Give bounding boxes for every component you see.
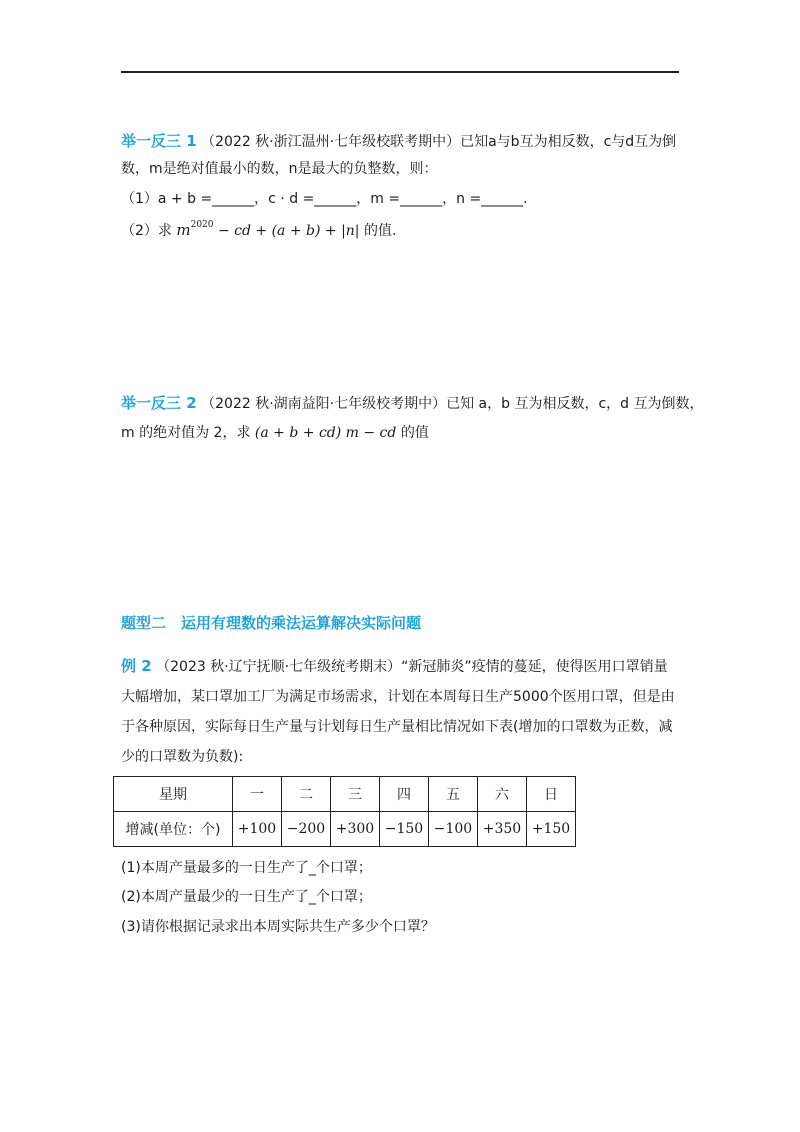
q2-expr-base: m bbox=[176, 221, 191, 239]
table-day: 四 bbox=[380, 777, 429, 812]
table-row bbox=[114, 812, 576, 847]
table-day: 一 bbox=[233, 777, 282, 812]
question-2: (2)本周产量最少的一日生产了_个口罩； bbox=[121, 889, 372, 905]
exercise-1-question-1: （1）a + b =______，c · d =______，m =______，n =______. bbox=[121, 191, 528, 207]
table-value: +150 bbox=[527, 812, 576, 847]
exercise-2-line-2 bbox=[121, 422, 429, 442]
example-2-line-3: 于各种原因，实际每日生产量与计划每日生产量相比情况如下表(增加的口罩数为正数，减 bbox=[121, 719, 673, 735]
example-2-label: 例 2 bbox=[121, 657, 152, 675]
exercise-1-intro: （2022 秋·浙江温州·七年级校联考期中）已知a与b互为相反数，c与d互为倒 bbox=[201, 134, 677, 150]
table-row-label: 增减(单位：个) bbox=[114, 812, 233, 847]
table-value: −150 bbox=[380, 812, 429, 847]
q2-suffix: 的值. bbox=[363, 223, 397, 239]
q2-expr-exponent: 2020 bbox=[190, 220, 214, 230]
table-day: 日 bbox=[527, 777, 576, 812]
example-2-line-2: 大幅增加，某口罩加工厂为满足市场需求，计划在本周每日生产5000个医用口罩，但是由 bbox=[121, 689, 675, 705]
table-day: 二 bbox=[282, 777, 331, 812]
header-rule bbox=[121, 71, 679, 73]
question-3: (3)请你根据记录求出本周实际共生产多少个口罩？ bbox=[121, 919, 435, 935]
question-1: (1)本周产量最多的一日生产了_个口罩； bbox=[121, 860, 372, 876]
table-value: +350 bbox=[478, 812, 527, 847]
table-value: −100 bbox=[429, 812, 478, 847]
exercise-1-question-2 bbox=[121, 220, 396, 240]
exercise-2-prefix: m 的绝对值为 2，求 bbox=[121, 425, 251, 441]
table-value: +300 bbox=[331, 812, 380, 847]
exercise-2-suffix: 的值 bbox=[400, 425, 429, 441]
table-day: 五 bbox=[429, 777, 478, 812]
exercise-1-label: 举一反三 1 bbox=[121, 132, 197, 150]
exercise-1-line-2: 数，m是绝对值最小的数，n是最大的负整数，则： bbox=[121, 161, 438, 177]
production-table bbox=[113, 776, 576, 847]
example-2-intro: （2023 秋·辽宁抚顺·七年级统考期末）“新冠肺炎”疫情的蔓延，使得医用口罩销量 bbox=[156, 659, 668, 675]
table-row bbox=[114, 777, 576, 812]
example-2-line-1 bbox=[121, 655, 668, 676]
section-title: 题型二 运用有理数的乘法运算解决实际问题 bbox=[121, 614, 422, 632]
table-header-label: 星期 bbox=[114, 777, 233, 812]
exercise-1-line-1 bbox=[121, 130, 676, 151]
q2-expr-rest: − cd + (a + b) + |n| bbox=[217, 223, 360, 239]
table-value: −200 bbox=[282, 812, 331, 847]
exercise-2-expression: (a + b + cd) m − cd bbox=[254, 425, 397, 441]
exercise-2-label: 举一反三 2 bbox=[121, 394, 197, 412]
exercise-2-line-1 bbox=[121, 392, 704, 413]
example-2-line-4: 少的口罩数为负数): bbox=[121, 749, 244, 765]
exercise-2-intro: （2022 秋·湖南益阳·七年级校考期中）已知 a，b 互为相反数，c，d 互为倒数， bbox=[201, 396, 704, 412]
table-value: +100 bbox=[233, 812, 282, 847]
table-day: 三 bbox=[331, 777, 380, 812]
q2-prefix: （2）求 bbox=[121, 223, 172, 239]
table-day: 六 bbox=[478, 777, 527, 812]
